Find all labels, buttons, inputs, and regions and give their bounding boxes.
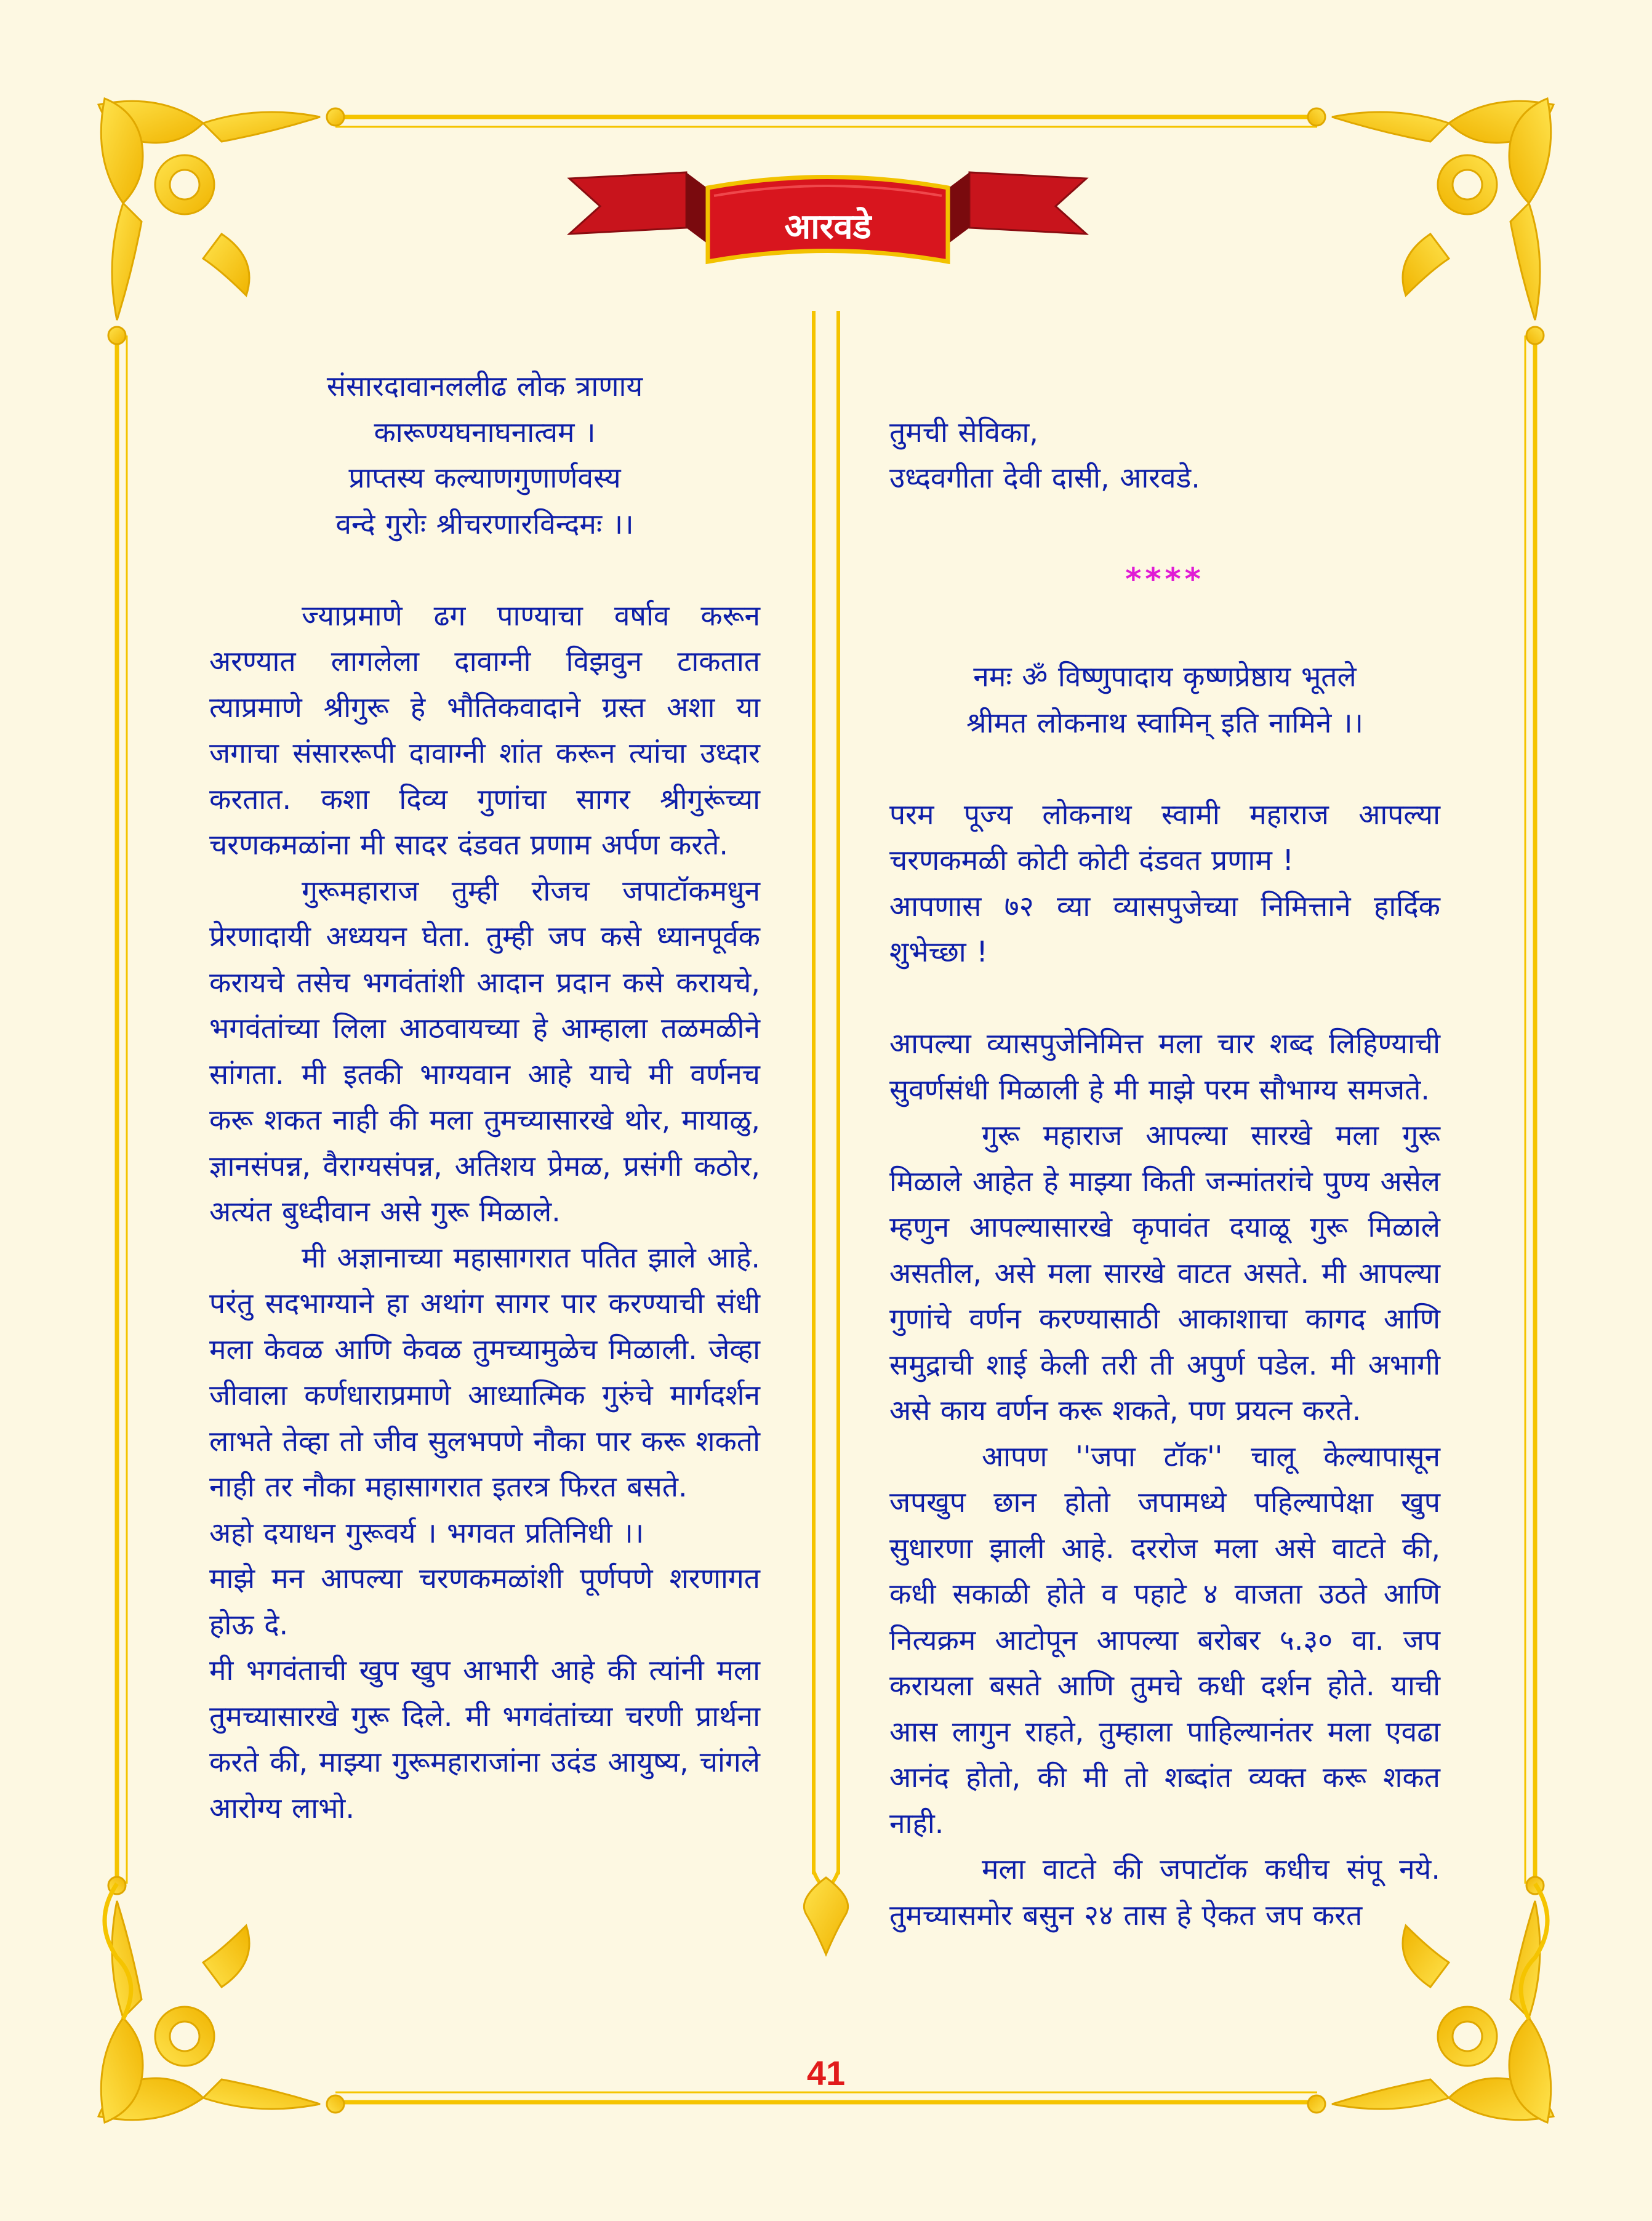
verse-line: कारूण्यघनाघनात्वम । <box>374 415 596 449</box>
paragraph: गुरूमहाराज तुम्ही रोजच जपाटॉकमधुन प्रेरणादायी अध्ययन घेता. तुम्ही जप कसे ध्यानपूर्वक करायचे तसेच भगवंतांशी आदान प्रदान कसे करायचे, भगवंतांच्या लिला आठवायच्या हे आम्हाला तळमळीने सांगता. मी इतकी भाग्यवान आहे याचे मी वर्णनच करू शकत नाही की मला तुमच्यासारखे थोर, मायाळु, ज्ञानसंपन्न, वैराग्यसंपन्न, अतिशय प्रेमळ, प्रसंगी कठोर, अत्यंत बुध्दीवान असे गुरू मिळाले. <box>209 874 760 1228</box>
signoff-author: उध्दवगीता देवी दासी, आरवडे. <box>889 461 1200 494</box>
paragraph: आपल्या व्यासपुजेनिमित्त मला चार शब्द लिहिण्याची सुवर्णसंधी मिळाली हे मी माझे परम सौभाग्य समजते. <box>889 1027 1440 1106</box>
paragraph: मी अज्ञानाच्या महासागरात पतित झाले आहे. परंतु सदभाग्याने हा अथांग सागर पार करण्याची संधी मला केवळ आणि केवळ तुमच्यामुळेच मिळाली. जेव्हा जीवाला कर्णधाराप्रमाणे आध्यात्मिक गुरुंचे मार्गदर्शन लाभते तेव्हा तो जीव सुलभपणे नौका पार करू शकतो नाही तर नौका महासागरात इतरत्र फिरत बसते. <box>209 1240 760 1503</box>
paragraph: मला वाटते की जपाटॉक कधीच संपू नये. तुमच्यासमोर बसुन २४ तास हे ऐकत जप करत <box>889 1852 1440 1932</box>
paragraph: ज्याप्रमाणे ढग पाण्याचा वर्षाव करून अरण्यात लागलेला दावाग्नी विझवुन टाकतात त्याप्रमाणे श्रीगुरू हे भौतिकवादाने ग्रस्त अशा या जगाचा संसाररूपी दावाग्नी शांत करून त्यांचा उध्दार करतात. कशा दिव्य गुणांचा सागर श्रीगुरूंच्या चरणकमळांना मी सादर दंडवत प्रणाम अर्पण करते. <box>209 598 760 861</box>
paragraph: आपणास ७२ व्या व्यासपुजेच्या निमित्ताने हार्दिक शुभेच्छा ! <box>889 889 1440 968</box>
paragraph: माझे मन आपल्या चरणकमळांशी पूर्णपणे शरणागत होऊ दे. <box>209 1562 760 1641</box>
verse-line: प्राप्तस्य कल्याणगुणार्णवस्य <box>348 461 621 494</box>
verse-line: श्रीमत लोकनाथ स्वामिन् इति नामिने ।। <box>966 705 1363 739</box>
signoff-line: तुमची सेविका, <box>889 415 1038 449</box>
paragraph: गुरू महाराज आपल्या सारखे मला गुरू मिळाले आहेत हे माझ्या किती जन्मांतरांचे पुण्य असेल म्हणुन आपल्यासारखे कृपावंत दयाळू गुरू मिळाले असतील, असे मला सारखे वाटत असते. मी आपल्या गुणांचे वर्णन करण्यासाठी आकाशाचा कागद आणि समुद्राची शाई केली तरी ती अपुर्ण पडेल. मी अभागी असे काय वर्णन करू शकते, पण प्रयत्न करते. <box>889 1119 1440 1427</box>
verse-line: संसारदावानललीढ लोक त्राणाय <box>326 369 643 403</box>
paragraph: मी भगवंताची खुप खुप आभारी आहे की त्यांनी मला तुमच्यासारखे गुरू दिले. मी भगवंतांच्या चरणी प्रार्थना करते की, माझ्या गुरूमहाराजांना उदंड आयुष्य, चांगले आरोग्य लाभो. <box>209 1653 760 1825</box>
verse-line: नमः ॐ विष्णुपादाय कृष्णप्रेष्ठाय भूतले <box>973 660 1357 693</box>
page-number: 41 <box>806 2054 846 2092</box>
left-column <box>209 363 760 1831</box>
page-title: आरवडे <box>784 206 872 247</box>
quote-line: अहो दयाधन गुरूवर्य । भगवत प्रतिनिधी ।। <box>209 1516 644 1549</box>
verse-line: वन्दे गुरोः श्रीचरणारविन्दमः ।। <box>335 507 634 540</box>
column-divider <box>804 311 848 1954</box>
right-column <box>889 363 1440 1938</box>
paragraph: परम पूज्य लोकनाथ स्वामी महाराज आपल्या चरणकमळी कोटी कोटी दंडवत प्रणाम ! <box>889 797 1440 877</box>
paragraph: आपण ''जपा टॉक'' चालू केल्यापासून जपखुप छान होतो जपामध्ये पहिल्यापेक्षा खुप सुधारणा झाली आहे. दररोज मला असे वाटते की, कधी सकाळी होते व पहाटे ४ वाजता उठते आणि नित्यक्रम आटोपून आपल्या बरोबर ५.३० वा. जप करायला बसते आणि तुमचे कधी दर्शन होते. याची आस लागुन राहते, तुम्हाला पाहिल्यानंतर मला एवढा आनंद होतो, की मी तो शब्दांत व्यक्त करू शकत नाही. <box>889 1439 1440 1840</box>
section-separator: **** <box>1125 561 1205 597</box>
